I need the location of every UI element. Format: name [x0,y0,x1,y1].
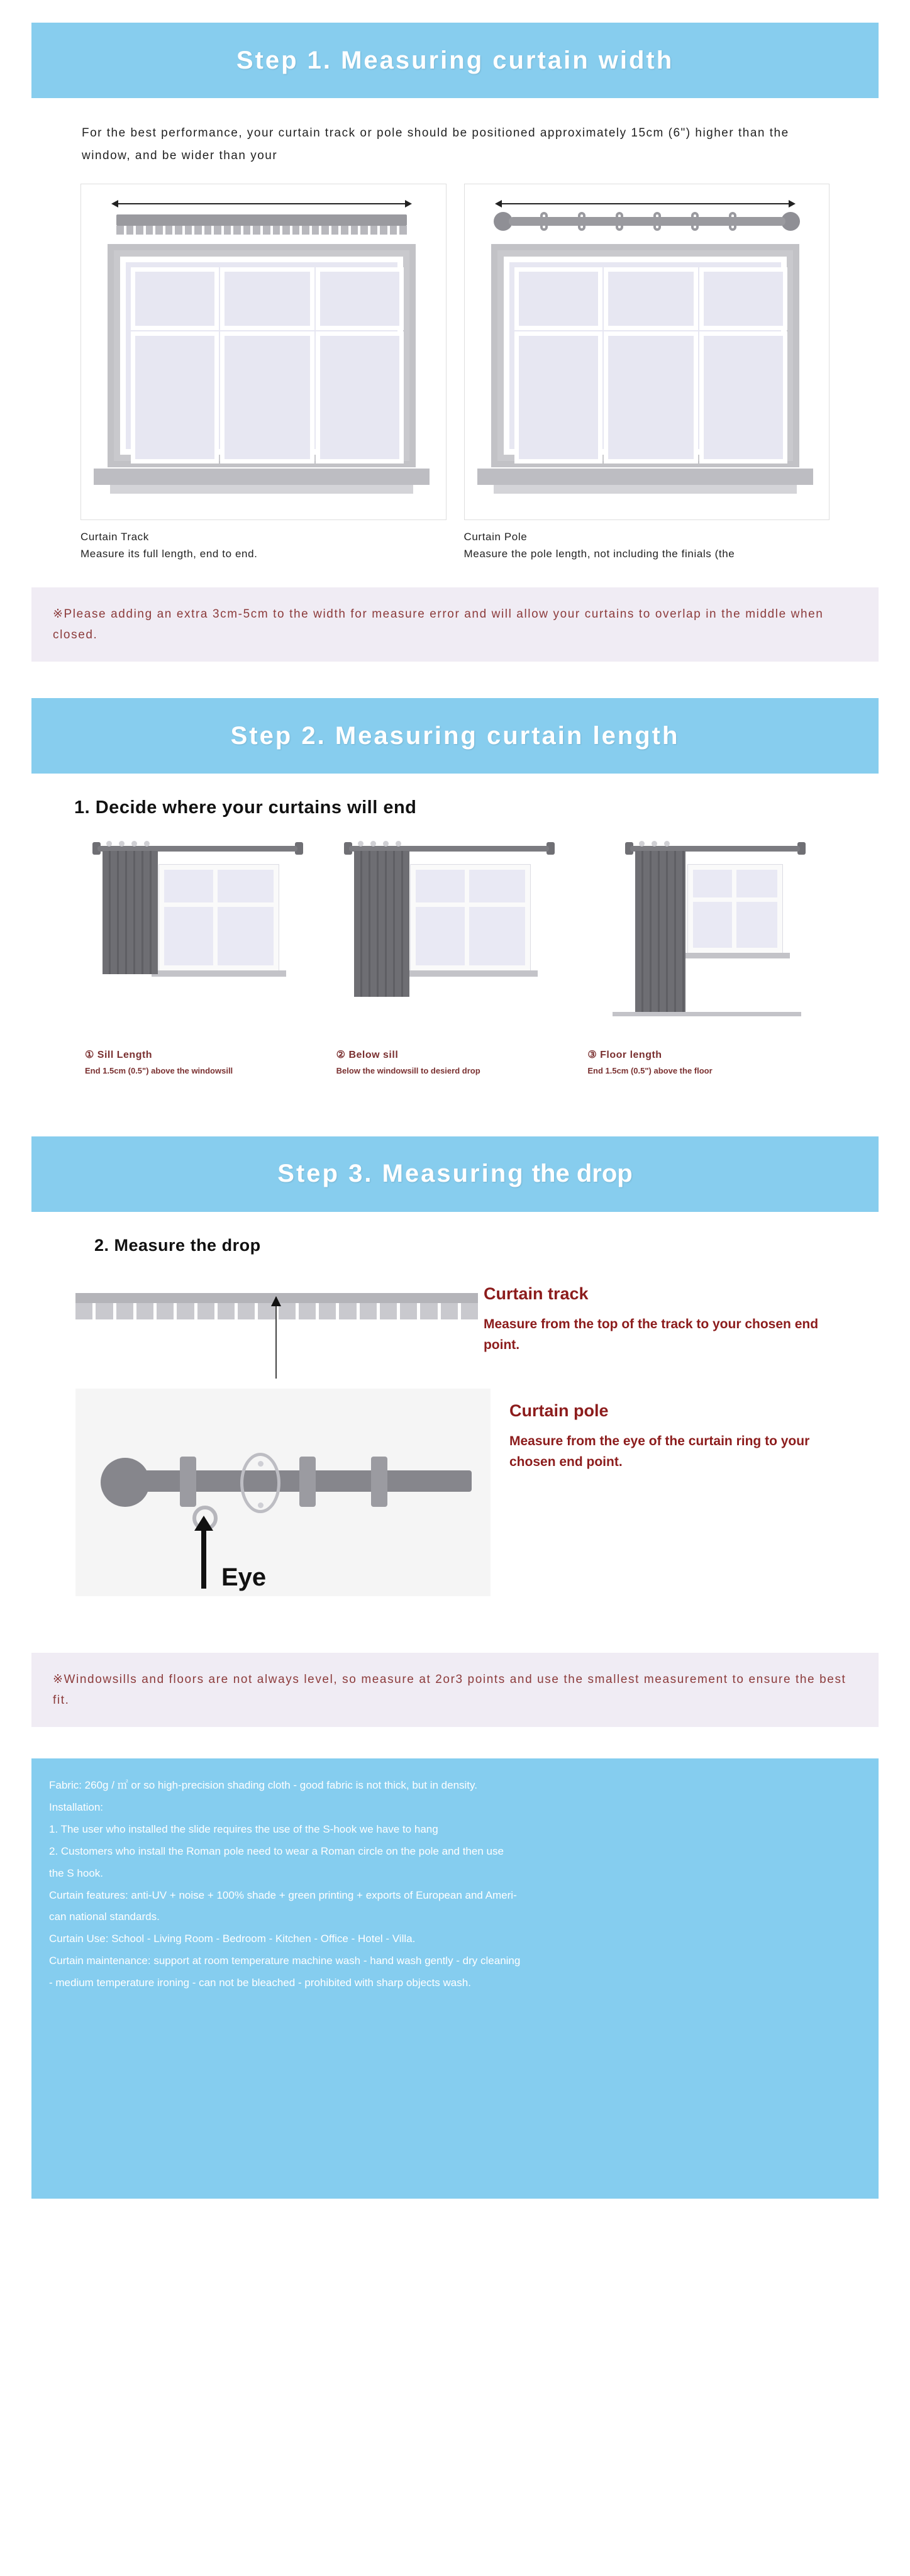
pole-bracket-shape [371,1457,387,1507]
curtain-pole-body: Measure from the eye of the curtain ring to your chosen end point. [509,1433,810,1470]
windowsill-lower-shape [494,485,797,494]
window-shape [688,865,782,953]
footer-line: Installation: [49,1801,103,1814]
footer-line: 1. The user who installed the slide requires the use of the S-hook we have to hang [49,1823,438,1836]
curtain-pole-caption-body: Measure the pole length, not including the finials (the [463,547,735,560]
product-details-footer [31,1758,879,2199]
step3-heading: 2. Measure the drop [94,1235,261,1255]
curtain-pole-column [464,184,830,562]
option-below-sill-label: ② Below sill [336,1050,399,1061]
windowsill-shape [682,953,790,958]
curtain-pole-title: Curtain pole [509,1401,609,1420]
step1-intro-text: For the best performance, your curtain track or pole should be positioned approximately 15cm (6") higher than the window, and be wider than your [82,126,789,163]
step3-banner-main: Step 3. Measuring [277,1160,525,1188]
step3-banner-sub: the drop [524,1160,633,1188]
pole-drop-illustration [75,1389,491,1596]
window-frame-shape [491,244,799,467]
track-teeth-shape [116,226,407,235]
step1-note: ※Please adding an extra 3cm-5cm to the width for measure error and will allow your curtains to overlap in the middle when closed. [31,587,879,662]
curtain-track-caption-title: Curtain Track [80,531,149,543]
step3-note: ※Windowsills and floors are not always level, so measure at 2or3 points and use the smallest measurement to ensure the best fit. [31,1653,879,1728]
pole-graphic [75,1389,491,1596]
pole-ring-shape [653,212,661,231]
curtain-pole-caption [464,529,830,562]
footer-line: the S hook. [49,1867,104,1879]
curtain-shape [635,851,685,1012]
step3-track-row [75,1272,835,1366]
step2-heading: 1. Decide where your curtains will end [74,797,417,818]
pole-ring-shape [616,212,623,231]
step3-banner-title [277,1160,632,1188]
option-sill-length-desc: End 1.5cm (0.5") above the windowsill [85,1066,233,1076]
measure-arrow-icon [275,1297,277,1379]
pole-ring-shape [578,212,585,231]
windowsill-shape [477,469,813,485]
curtain-track-title: Curtain track [483,1284,589,1303]
track-drop-text [484,1272,835,1356]
footer-line: Curtain features: anti-UV + noise + 100% shade + green printing + exports of European and Ameri- [49,1889,517,1901]
sill-length-illustration [85,835,323,1042]
pole-ring-shape [691,212,699,231]
curtain-ring-shape [240,1453,280,1513]
option-floor-length [587,835,825,1077]
spacer [0,1077,910,1114]
option-sill-length [85,835,323,1077]
eye-label: Eye [221,1563,267,1591]
floor-line-shape [613,1012,801,1016]
option-below-sill-desc: Below the windowsill to desierd drop [336,1066,480,1076]
spacer [0,1366,910,1389]
windowsill-shape [152,970,286,977]
step2-options [85,835,825,1077]
track-bar-shape [116,214,407,226]
pole-ring-shape [729,212,736,231]
spacer [0,1114,910,1136]
curtain-track-column [80,184,447,562]
step1-banner-title: Step 1. Measuring curtain width [236,46,674,74]
pole-ring-shape [540,212,548,231]
width-arrow-icon [118,203,406,204]
track-drop-illustration [75,1272,465,1366]
curtain-shape [354,851,409,997]
step3-pole-row [75,1389,835,1596]
step1-diagrams [80,184,830,562]
floor-length-illustration [587,835,825,1042]
pole-bar-shape [509,217,785,226]
step2-banner [31,698,879,774]
window-inner-frame-shape [504,257,787,455]
footer-line: can national standards. [49,1911,160,1923]
pole-drop-text [509,1389,835,1473]
track-graphic [75,1272,465,1366]
curtain-track-caption [80,529,447,562]
step1-banner [31,23,879,98]
option-below-sill [336,835,574,1077]
finial-ball-shape [101,1458,150,1507]
curtain-pole-illustration [464,184,830,520]
pole-bracket-shape [180,1457,196,1507]
option-sill-length-label: ① Sill Length [85,1050,153,1061]
step2-banner-title: Step 2. Measuring curtain length [230,721,680,750]
window-frame-shape [108,244,416,467]
window-shape [411,865,530,970]
curtain-pole-caption-title: Curtain Pole [463,531,528,543]
spacer [0,0,910,23]
windowsill-shape [403,970,538,977]
option-floor-length-label: ③ Floor length [587,1050,662,1061]
windowsill-lower-shape [110,485,413,494]
curtain-track-body: Measure from the top of the track to your chosen end point. [483,1316,819,1353]
window-inner-frame-shape [120,257,403,455]
option-floor-length-desc: End 1.5cm (0.5") above the floor [587,1066,713,1076]
windowsill-shape [94,469,430,485]
footer-line: Curtain Use: School - Living Room - Bedroom - Kitchen - Office - Hotel - Villa. [49,1933,416,1945]
footer-line: Curtain maintenance: support at room temperature machine wash - hand wash gently - dry cleaning [49,1955,521,1967]
pole-bracket-shape [299,1457,316,1507]
window-shape [159,865,279,970]
footer-line: Fabric: 260g / ㎡ or so high-precision shading cloth - good fabric is not thick, but in density. [49,1779,477,1792]
width-arrow-icon [501,203,789,204]
curtain-track-caption-body: Measure its full length, end to end. [80,547,258,560]
step3-banner [31,1136,879,1212]
footer-line: 2. Customers who install the Roman pole need to wear a Roman circle on the pole and then use [49,1845,504,1857]
footer-line: - medium temperature ironing - can not be bleached - prohibited with sharp objects wash. [49,1976,471,1989]
curtain-track-illustration [80,184,447,520]
curtain-shape [103,851,158,974]
below-sill-illustration [336,835,574,1042]
eye-arrow-icon [201,1528,206,1589]
spacer [0,662,910,698]
